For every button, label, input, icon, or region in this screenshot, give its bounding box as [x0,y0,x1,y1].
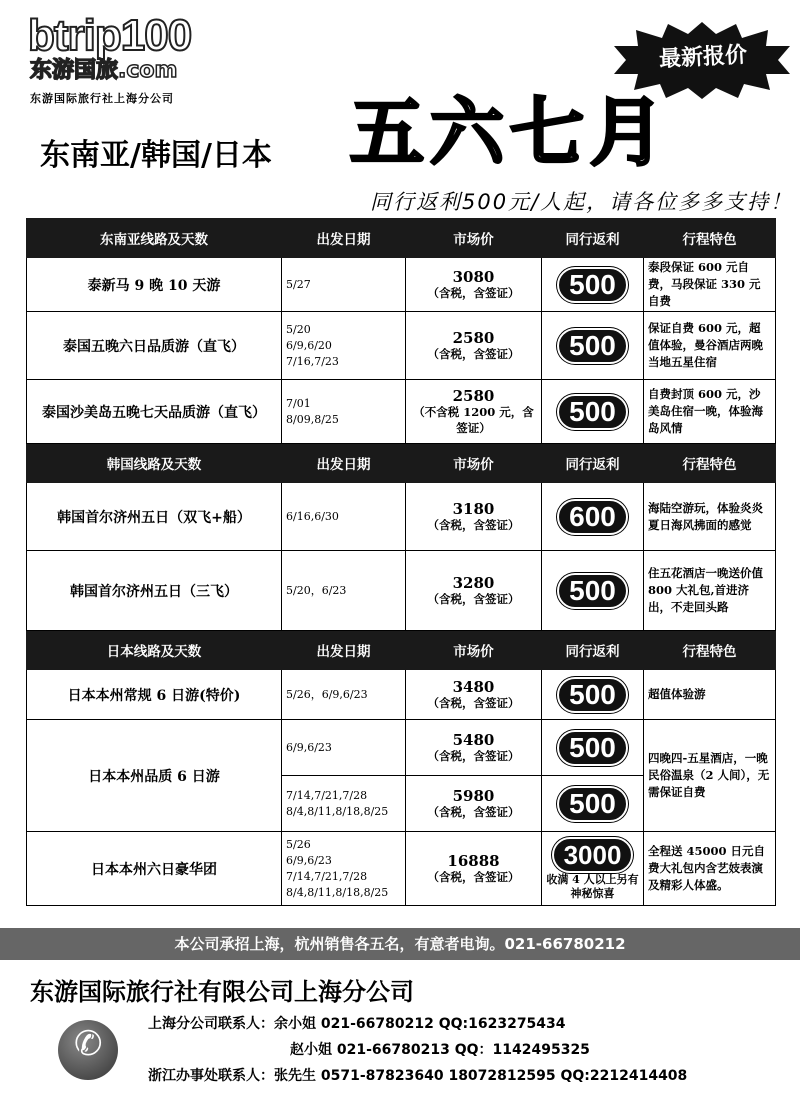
departure-date: 5/26 [286,837,311,851]
section-header-row [27,444,776,483]
section-header-row [27,631,776,670]
column-header: 同行返利 [542,219,644,258]
rebate-cell [542,832,644,906]
table-row [27,832,776,906]
market-price-cell [406,483,542,551]
price-note: （含税，含签证） [427,748,520,763]
departure-date: 8/09,8/25 [286,412,339,426]
departure-date: 6/9,6/23 [286,740,332,754]
rebate-amount: 500 [557,394,628,430]
departure-date: 8/4,8/11,8/18,8/25 [286,885,389,899]
market-price: 3080 [452,267,495,286]
column-header: 出发日期 [282,631,406,670]
market-price: 3180 [452,499,495,518]
table-row [27,483,776,551]
contact-text: 张先生 0571-87823640 18072812595 QQ:2212414408 [274,1068,688,1084]
rebate-cell [542,483,644,551]
departure-date: 7/01 [286,396,311,410]
price-table [26,218,776,906]
departure-date: 5/20 [286,322,311,336]
departure-date: 7/16,7/23 [286,354,339,368]
market-price-cell [406,670,542,720]
departure-dates [282,832,406,906]
market-price: 5480 [452,730,495,749]
contact-line [148,1012,566,1036]
itinerary-feature: 海陆空游玩，体验炎炎夏日海风拂面的感觉 [644,483,776,551]
logo-text: btrip100 [28,11,192,60]
departure-dates [282,551,406,631]
rebate-cell [542,670,644,720]
route-name: 日本本州六日豪华团 [27,832,282,906]
rebate-amount: 500 [557,573,628,609]
table-row [27,670,776,720]
table-row [27,380,776,444]
price-note: （含税，含签证） [427,869,520,884]
itinerary-feature: 自费封顶 600 元，沙美岛住宿一晚，体验海岛风情 [644,380,776,444]
route-name: 日本本州常规 6 日游(特价) [27,670,282,720]
market-price-cell [406,551,542,631]
contact-text: 余小姐 021-66780212 QQ:1623275434 [274,1016,566,1032]
rebate-amount: 500 [557,730,628,766]
column-header: 市场价 [406,219,542,258]
itinerary-feature: 住五花酒店一晚送价值 800 大礼包,首进济出，不走回头路 [644,551,776,631]
column-header: 同行返利 [542,631,644,670]
column-header: 市场价 [406,444,542,483]
contact-text: 赵小姐 021-66780213 QQ：1142495325 [290,1042,590,1058]
column-header: 行程特色 [644,444,776,483]
logo-subtitle: 东游国际旅行社上海分公司 [30,92,174,105]
departure-date: 6/16,6/30 [286,509,339,523]
contact-label: 浙江办事处联系人： [148,1068,274,1084]
contact-line [148,1064,687,1088]
route-name: 泰国沙美岛五晚七天品质游（直飞） [27,380,282,444]
route-name: 韩国首尔济州五日（双飞+船） [27,483,282,551]
departure-date: 8/4,8/11,8/18,8/25 [286,804,389,818]
table-row [27,720,776,776]
rebate-note: 收满 4 人以上另有神秘惊喜 [546,872,639,900]
departure-date: 5/20，6/23 [286,583,347,597]
rebate-amount: 500 [557,328,628,364]
column-header: 东南亚线路及天数 [27,219,282,258]
price-note: （含税，含签证） [427,591,520,606]
column-header: 行程特色 [644,631,776,670]
departure-dates [282,258,406,312]
rebate-cell [542,312,644,380]
column-header: 韩国线路及天数 [27,444,282,483]
column-header: 出发日期 [282,219,406,258]
departure-date: 7/14,7/21,7/28 [286,788,368,802]
table-row [27,312,776,380]
market-price: 2580 [452,328,495,347]
rebate-cell [542,380,644,444]
rebate-amount: 500 [557,786,628,822]
departure-date: 7/14,7/21,7/28 [286,869,368,883]
route-name: 泰国五晚六日品质游（直飞） [27,312,282,380]
column-header: 行程特色 [644,219,776,258]
rebate-cell [542,258,644,312]
market-price-cell [406,380,542,444]
headline-months: 五六七月 [350,90,670,176]
market-price-cell [406,258,542,312]
itinerary-feature: 保证自费 600 元，超值体验，曼谷酒店两晚当地五星住宿 [644,312,776,380]
phone-handset-icon: ✆ [74,1024,103,1064]
departure-dates [282,483,406,551]
market-price: 16888 [447,851,500,870]
rebate-amount: 500 [557,677,628,713]
logo-cn-text: 东游国旅.com [30,58,178,83]
rebate-cell [542,776,644,832]
market-price-cell [406,312,542,380]
market-price: 3280 [452,573,495,592]
rebate-cell [542,551,644,631]
departure-dates [282,312,406,380]
itinerary-feature: 四晚四-五星酒店，一晚民俗温泉（2 人间），无需保证自费 [644,720,776,832]
price-note: （不含税 1200 元，含签证） [413,404,534,435]
rebate-note: 同行返利500元/人起，请各位多多支持！ [370,190,794,214]
market-price-cell [406,832,542,906]
column-header: 日本线路及天数 [27,631,282,670]
recruitment-banner: 本公司承招上海，杭州销售各五名，有意者电询。021-66780212 [0,928,800,960]
route-name: 日本本州品质 6 日游 [27,720,282,832]
headline-regions: 东南亚/韩国/日本 [40,138,272,173]
market-price-cell [406,776,542,832]
departure-date: 5/27 [286,277,311,291]
contact-line [290,1038,590,1062]
rebate-amount: 500 [557,267,628,303]
section-header-row [27,219,776,258]
market-price-cell [406,720,542,776]
badge-label: 最新报价 [658,42,748,73]
departure-dates [282,670,406,720]
market-price: 2580 [452,386,495,405]
itinerary-feature: 超值体验游 [644,670,776,720]
price-note: （含税，含签证） [427,517,520,532]
rebate-amount: 3000 [552,837,634,873]
column-header: 同行返利 [542,444,644,483]
departure-dates [282,720,406,776]
route-name: 韩国首尔济州五日（三飞） [27,551,282,631]
price-note: （含税，含签证） [427,285,520,300]
route-name: 泰新马 9 晚 10 天游 [27,258,282,312]
departure-date: 6/9,6/23 [286,853,332,867]
market-price: 3480 [452,677,495,696]
market-price: 5980 [452,786,495,805]
departure-date: 6/9,6/20 [286,338,332,352]
price-note: （含税，含签证） [427,695,520,710]
departure-dates [282,776,406,832]
price-note: （含税，含签证） [427,804,520,819]
departure-dates [282,380,406,444]
company-name: 东游国际旅行社有限公司上海分公司 [30,978,414,1006]
rebate-cell [542,720,644,776]
table-row [27,551,776,631]
itinerary-feature: 全程送 45000 日元自费大礼包内含艺妓表演及精彩人体盛。 [644,832,776,906]
price-note: （含税，含签证） [427,346,520,361]
contact-label: 上海分公司联系人： [148,1016,274,1032]
column-header: 市场价 [406,631,542,670]
table-row [27,258,776,312]
departure-date: 5/26，6/9,6/23 [286,687,368,701]
itinerary-feature: 泰段保证 600 元自费，马段保证 330 元自费 [644,258,776,312]
column-header: 出发日期 [282,444,406,483]
rebate-amount: 600 [557,499,628,535]
